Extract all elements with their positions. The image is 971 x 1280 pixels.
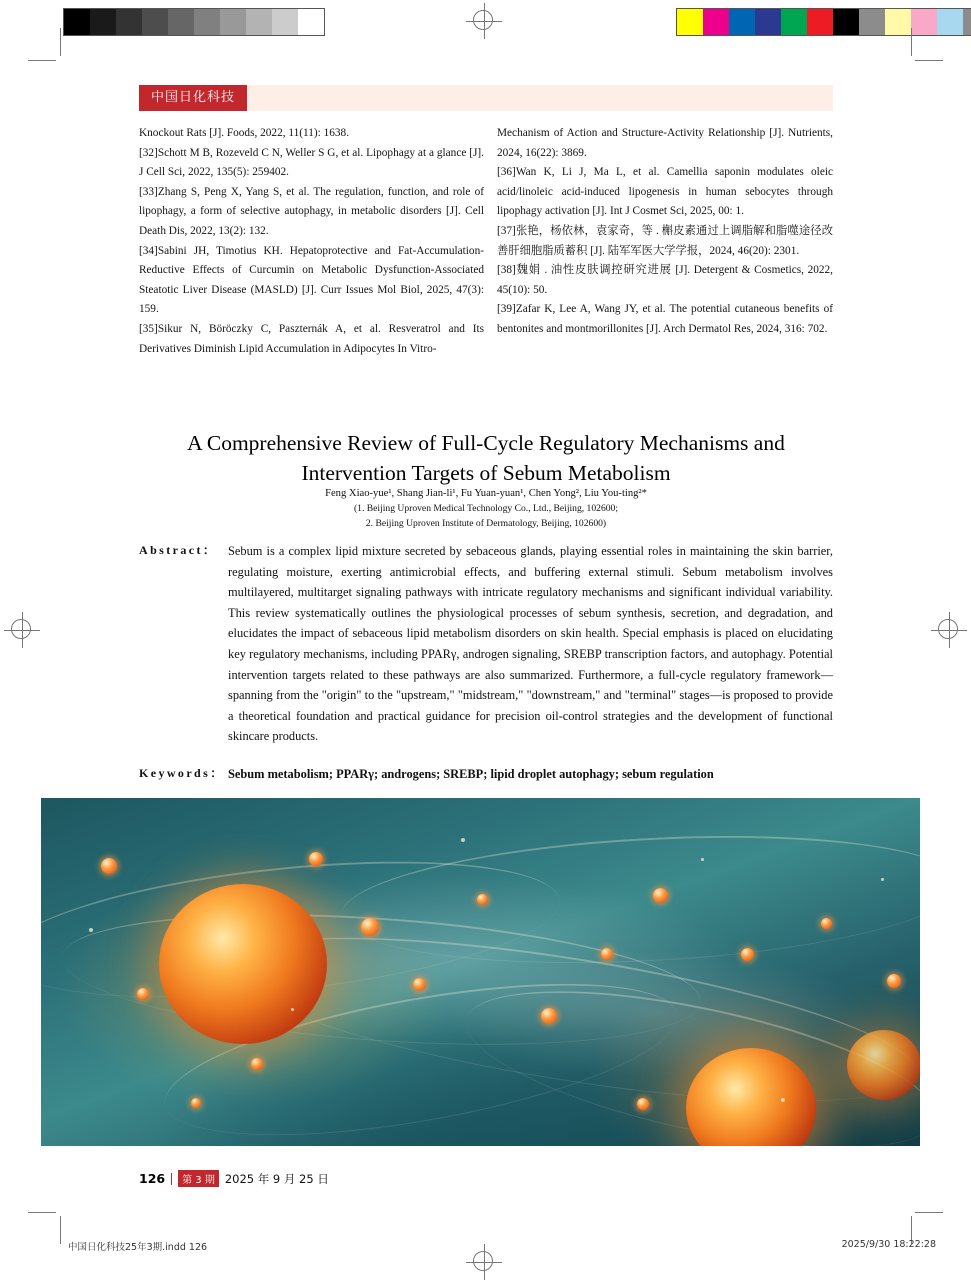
abstract-label: Abstract： bbox=[139, 543, 218, 557]
figure-image bbox=[41, 798, 920, 1146]
particle-speck bbox=[701, 858, 704, 861]
particle-speck bbox=[881, 878, 884, 881]
lipid-droplet bbox=[653, 888, 668, 903]
lipid-droplet bbox=[541, 1008, 557, 1024]
publication-date: 2025 年 9 月 25 日 bbox=[224, 1171, 329, 1186]
particle-speck bbox=[781, 1098, 785, 1102]
affiliation-line-1: (1. Beijing Uproven Medical Technology Co., Ltd., Beijing, 102600; bbox=[353, 503, 618, 514]
page-number: 126 bbox=[139, 1171, 166, 1186]
lipid-cluster-tertiary bbox=[847, 1030, 920, 1100]
reference-item: [33]Zhang S, Peng X, Yang S, et al. The regulation, function, and role of lipophagy, a form of selective autophagy, in metabolic disorders [J]. Cell Death Dis, 2022, 13(2): 132. bbox=[139, 185, 484, 237]
references-left-column bbox=[139, 124, 484, 359]
lipid-droplet bbox=[361, 918, 379, 936]
affiliation-line-2: 2. Beijing Uproven Institute of Dermatology, Beijing, 102600) bbox=[365, 517, 607, 529]
reference-item: Knockout Rats [J]. Foods, 2022, 11(11): 1638. bbox=[139, 127, 350, 139]
reference-item: [36]Wan K, Li J, Ma L, et al. Camellia saponin modulates oleic acid/linoleic acid-induced lipogenesis in human sebocytes through lipophagy activation [J]. Int J Cosmet Sci, 2025, 00: 1. bbox=[497, 166, 833, 218]
references-right-column bbox=[497, 124, 833, 340]
lipid-droplet bbox=[741, 948, 754, 961]
lipid-droplet bbox=[887, 974, 901, 988]
lipid-cluster-primary bbox=[159, 884, 327, 1044]
lipid-droplet bbox=[137, 988, 149, 1000]
reference-item: [32]Schott M B, Rozeveld C N, Weller S G, et al. Lipophagy at a glance [J]. J Cell Sci, 2022, 135(5): 259402. bbox=[139, 146, 484, 179]
author-list: Feng Xiao-yue¹, Shang Jian-li¹, Fu Yuan-yuan¹, Chen Yong², Liu You-ting²* bbox=[325, 488, 647, 499]
journal-name-tag: 中国日化科技 bbox=[139, 85, 247, 111]
particle-speck bbox=[291, 1008, 294, 1011]
lipid-droplet bbox=[821, 918, 832, 929]
reference-item: [39]Zafar K, Lee A, Wang JY, et al. The potential cutaneous benefits of bentonites and montmorillonites [J]. Arch Dermatol Res, 2024, 316: 702. bbox=[497, 303, 833, 335]
reference-item: [34]Sabini JH, Timotius KH. Hepatoprotective and Fat-Accumulation-Reductive Effects of Curcumin on Metabolic Dysfunction-Associated Steatotic Liver Disease (MASLD) [J]. Curr Issues Mol Biol, 2025, 47(3): 159. bbox=[139, 244, 484, 316]
reference-item: [37]张艳，杨依林，袁家奇，等 . 槲皮素通过上调脂解和脂噬途径改善肝细胞脂质蓄积 [J]. 陆军军医大学学报，2024, 46(20): 2301. bbox=[497, 224, 833, 257]
reference-item: Mechanism of Action and Structure-Activity Relationship [J]. Nutrients, 2024, 16(22): 3869. bbox=[497, 127, 833, 159]
particle-speck bbox=[461, 838, 465, 842]
lipid-droplet bbox=[637, 1098, 649, 1110]
lipid-droplet bbox=[309, 852, 323, 866]
keywords-text: Sebum metabolism; PPARγ; androgens; SREBP; lipid droplet autophagy; sebum regulation bbox=[228, 767, 714, 781]
folio-divider bbox=[171, 1173, 172, 1185]
lipid-droplet bbox=[413, 978, 426, 991]
print-timestamp: 2025/9/30 18:22:28 bbox=[841, 1239, 936, 1250]
abstract-text: Sebum is a complex lipid mixture secreted by sebaceous glands, playing essential roles in maintaining the skin barrier, regulating moisture, exerting antimicrobial effects, and buffering external stimuli. Sebum metabolism involves multilayered, multitarget signaling pathways with intricate regulatory mechanisms and significant individual variability. This review systematically outlines the physiological processes of sebum synthesis, secretion, and degradation, and elucidates the impact of sebaceous lipid metabolism disorders on skin health. Special emphasis is placed on elucidating key regulatory mechanisms, including PPARγ, androgen signaling, SREBP transcription factors, and autophagy. Potential intervention targets related to these pathways are also summarized. Furthermore, a full-cycle regulatory framework—spanning from the "origin" to the "upstream," "midstream," "downstream," and "terminal" stages—is proposed to provide a theoretical foundation and practical guidance for precision oil-control strategies and the development of functional skincare products. bbox=[228, 544, 833, 744]
lipid-droplet bbox=[477, 894, 488, 905]
lipid-droplet bbox=[191, 1098, 201, 1108]
particle-speck bbox=[89, 928, 93, 932]
lipid-droplet bbox=[251, 1058, 263, 1070]
lipid-droplet bbox=[601, 948, 613, 960]
print-file-name: 中国日化科技25年3期.indd 126 bbox=[68, 1242, 208, 1253]
keywords-label: Keywords： bbox=[139, 766, 225, 780]
issue-badge: 第 3 期 bbox=[178, 1170, 219, 1187]
reference-item: [35]Sikur N, Böröczky C, Paszternák A, et al. Resveratrol and Its Derivatives Diminish Lipid Accumulation in Adipocytes In Vitro- bbox=[139, 322, 484, 355]
reference-item: [38]魏娟 . 油性皮肤调控研究进展 [J]. Detergent & Cosmetics, 2022, 45(10): 50. bbox=[497, 264, 833, 296]
page-folio bbox=[139, 1170, 329, 1187]
running-head bbox=[139, 85, 833, 111]
article-title: A Comprehensive Review of Full-Cycle Regulatory Mechanisms and Intervention Targets of Sebum Metabolism bbox=[187, 431, 785, 485]
lipid-droplet bbox=[101, 858, 117, 874]
affiliation-block bbox=[139, 502, 833, 531]
